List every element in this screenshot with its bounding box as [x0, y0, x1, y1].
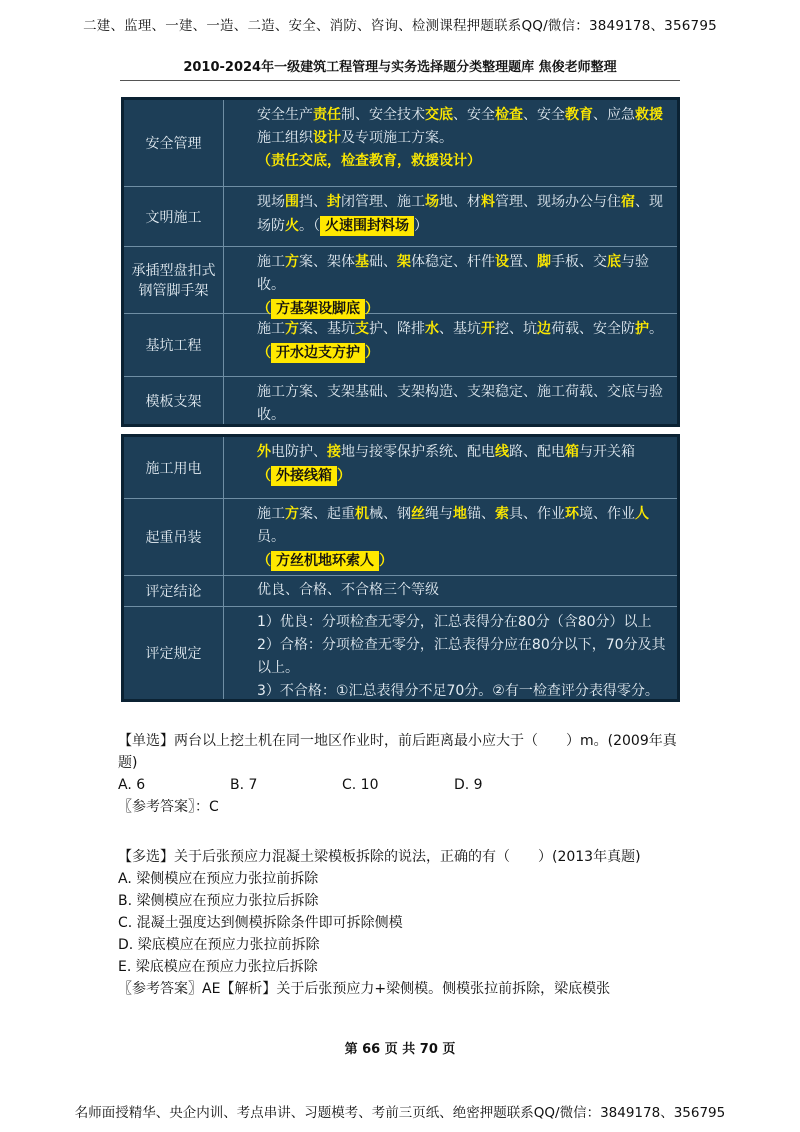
row-content	[224, 377, 677, 424]
rich-text	[227, 441, 671, 464]
question-stem: 【多选】关于后张预应力混凝土梁模板拆除的说法，正确的有（ ）(2013年真题)	[118, 849, 641, 865]
highlight-keyword: 教育	[565, 107, 593, 123]
table-row	[124, 437, 677, 499]
row-label: 文明施工	[124, 187, 224, 246]
row-label: 评定结论	[124, 576, 224, 606]
highlight-keyword: 基	[355, 254, 369, 270]
highlight-keyword: 环	[565, 506, 579, 522]
text-segment: 础、	[369, 254, 397, 270]
highlight-keyword: 索	[495, 506, 509, 522]
text-segment: 地与接零保护系统、配电	[341, 444, 495, 460]
highlight-keyword: 宿	[621, 194, 635, 210]
page-number: 第 66 页 共 70 页	[344, 1042, 456, 1057]
text-segment: 施工	[257, 321, 285, 337]
highlight-keyword: 护	[635, 321, 649, 337]
highlight-keyword: 设	[495, 254, 509, 270]
safety-table-1	[121, 97, 680, 427]
text-segment: 境、作业	[579, 506, 635, 522]
text-segment: 施工方案、支架基础、支架构造、支架稳定、施工荷载、交底与验收。	[257, 384, 663, 423]
text-segment: 、现场防	[257, 194, 663, 234]
text-segment: 现场	[257, 194, 285, 210]
table-row	[124, 247, 677, 317]
text-segment: 、基坑	[439, 321, 481, 337]
text-segment: 员。	[257, 529, 285, 545]
rich-text	[227, 503, 671, 549]
text-segment: 案、起重	[299, 506, 355, 522]
text-segment: 电防护、	[271, 444, 327, 460]
highlight-keyword: 架	[397, 254, 411, 270]
row-content: 外电防护、接地与接零保护系统、配电线路、配电箱与开关箱 （ 外接线箱 ）	[224, 437, 677, 498]
rich-text	[227, 251, 671, 297]
option: A. 6	[118, 777, 146, 793]
option: E. 梁底模应在预应力张拉后拆除	[118, 959, 318, 975]
bottom-banner: 名师面授精华、央企内训、考点串讲、习题模考、考前三页纸、绝密押题联系QQ/微信：3849178、356795	[74, 1105, 726, 1121]
text-segment: 荷载、安全防	[551, 321, 635, 337]
safety-table-2	[121, 434, 680, 702]
highlight-keyword: 方	[285, 254, 299, 270]
highlight-keyword: 线	[495, 444, 509, 460]
row-content: 施工方案、基坑支护、降排水、基坑开挖、坑边荷载、安全防护。 （ 开水边支方护 ）	[224, 314, 677, 376]
table-row	[124, 607, 677, 699]
row-content	[224, 187, 677, 246]
highlight-keyword: 方	[285, 506, 299, 522]
row-content	[224, 607, 677, 699]
question-stem: 【单选】两台以上挖土机在同一地区作业时，前后距离最小应大于（ ）m。(2009年真题)	[118, 733, 677, 771]
text-segment: 锚、	[467, 506, 495, 522]
text-segment: 、应急	[593, 107, 635, 123]
row-content	[224, 576, 677, 606]
question-multiple-choice	[118, 846, 688, 1000]
text-segment: 及专项施工方案。	[341, 130, 453, 146]
text-segment: 地、材	[439, 194, 481, 210]
highlight-keyword: 救援	[635, 107, 663, 123]
text-segment: 、安全	[523, 107, 565, 123]
text-segment: 案、基坑	[299, 321, 355, 337]
highlight-keyword: 接	[327, 444, 341, 460]
table-row	[124, 499, 677, 576]
row-label: 基坑工程	[124, 314, 224, 376]
text-segment: 闭管理、施工	[341, 194, 425, 210]
option: C. 10	[342, 777, 379, 793]
row-content: 施工方案、起重机械、钢丝绳与地锚、索具、作业环境、作业人员。 （ 方丝机地环索人 ）	[224, 499, 677, 575]
mnemonic-note: （责任交底，检查教育，救援设计）	[257, 153, 481, 169]
table-row	[124, 100, 677, 187]
mnemonic-box: 方基架设脚底	[271, 299, 365, 319]
text-segment: 与验收。	[257, 254, 649, 293]
mnemonic-box: 火速围封料场	[320, 216, 414, 236]
row-content	[224, 100, 677, 186]
rule-line: 1）优良：分项检查无零分，汇总表得分在80分（含80分）以上	[257, 614, 652, 630]
text-segment: 优良、合格、不合格三个等级	[257, 582, 439, 598]
row-label: 起重吊装	[124, 499, 224, 575]
highlight-keyword: 人	[635, 506, 649, 522]
mnemonic-tail: ）	[414, 218, 428, 234]
rich-text	[227, 381, 671, 427]
text-segment: 。（	[299, 218, 320, 234]
highlight-keyword: 地	[453, 506, 467, 522]
highlight-keyword: 丝	[411, 506, 425, 522]
row-content: 施工方案、架体基础、架体稳定、杆件设置、脚手板、交底与验收。 （ 方基架设脚底 ）	[224, 247, 677, 313]
mnemonic-box: 开水边支方护	[271, 343, 365, 363]
rule-line: 3）不合格：①汇总表得分不足70分。②有一检查评分表得零分。	[257, 683, 659, 699]
top-banner: 二建、监理、一建、一造、二造、安全、消防、咨询、检测课程押题联系QQ/微信：3849178、356795	[83, 18, 717, 34]
highlight-keyword: 火	[285, 218, 299, 234]
text-segment: 施工	[257, 506, 285, 522]
highlight-keyword: 脚	[537, 254, 551, 270]
text-segment: 管理、现场办公与住	[495, 194, 621, 210]
text-segment: 安全生产	[257, 107, 313, 123]
text-segment: 手板、交	[551, 254, 607, 270]
highlight-keyword: 设计	[313, 130, 341, 146]
highlight-keyword: 边	[537, 321, 551, 337]
row-label: 承插型盘扣式钢管脚手架	[124, 247, 224, 313]
text-segment: 、安全	[453, 107, 495, 123]
highlight-keyword: 开	[481, 321, 495, 337]
text-segment: 体稳定、杆件	[411, 254, 495, 270]
highlight-keyword: 外	[257, 444, 271, 460]
highlight-keyword: 责任	[313, 107, 341, 123]
text-segment: 护、降排	[369, 321, 425, 337]
answer-line: 〖参考答案〗AE【解析】关于后张预应力+梁侧模。侧模张拉前拆除，梁底模张	[118, 981, 611, 997]
option: D. 9	[454, 777, 483, 793]
highlight-keyword: 水	[425, 321, 439, 337]
highlight-keyword: 机	[355, 506, 369, 522]
document-header: 2010-2024年一级建筑工程管理与实务选择题分类整理题库 焦俊老师整理	[120, 56, 680, 81]
highlight-keyword: 围	[285, 194, 299, 210]
mnemonic-box: 方丝机地环索人	[271, 551, 379, 571]
row-label: 评定规定	[124, 607, 224, 699]
highlight-keyword: 料	[481, 194, 495, 210]
table-row	[124, 187, 677, 247]
table-row	[124, 576, 677, 607]
highlight-keyword: 封	[327, 194, 341, 210]
row-label: 安全管理	[124, 100, 224, 186]
text-segment: 制、安全技术	[341, 107, 425, 123]
rule-line: 2）合格：分项检查无零分，汇总表得分应在80分以下，70分及其以上。	[257, 637, 666, 676]
option: A. 梁侧模应在预应力张拉前拆除	[118, 871, 319, 887]
text-segment: 具、作业	[509, 506, 565, 522]
rich-text	[227, 191, 671, 238]
row-label: 模板支架	[124, 377, 224, 424]
text-segment: 路、配电	[509, 444, 565, 460]
highlight-keyword: 支	[355, 321, 369, 337]
option: B. 梁侧模应在预应力张拉后拆除	[118, 893, 319, 909]
highlight-keyword: 箱	[565, 444, 579, 460]
highlight-keyword: 检查	[495, 107, 523, 123]
mnemonic-box: 外接线箱	[271, 466, 337, 486]
option: B. 7	[230, 777, 258, 793]
question-options	[118, 774, 688, 796]
highlight-keyword: 场	[425, 194, 439, 210]
text-segment: 。	[649, 321, 663, 337]
text-segment: 绳与	[425, 506, 453, 522]
text-segment: 施工	[257, 254, 285, 270]
question-single-choice	[118, 730, 688, 818]
text-segment: 置、	[509, 254, 537, 270]
row-label: 施工用电	[124, 437, 224, 498]
highlight-keyword: 交底	[425, 107, 453, 123]
text-segment: 挡、	[299, 194, 327, 210]
text-segment: 与开关箱	[579, 444, 635, 460]
text-segment: 案、架体	[299, 254, 355, 270]
text-segment: 械、钢	[369, 506, 411, 522]
text-segment: 施工组织	[257, 130, 313, 146]
highlight-keyword: 方	[285, 321, 299, 337]
table-row	[124, 377, 677, 424]
option: C. 混凝土强度达到侧模拆除条件即可拆除侧模	[118, 915, 403, 931]
rich-text	[227, 318, 671, 341]
answer-line: 〖参考答案〗：C	[118, 799, 219, 815]
table-row	[124, 314, 677, 377]
option: D. 梁底模应在预应力张拉前拆除	[118, 937, 320, 953]
highlight-keyword: 底	[607, 254, 621, 270]
rich-text	[227, 104, 671, 150]
rich-text	[227, 579, 671, 602]
text-segment: 挖、坑	[495, 321, 537, 337]
